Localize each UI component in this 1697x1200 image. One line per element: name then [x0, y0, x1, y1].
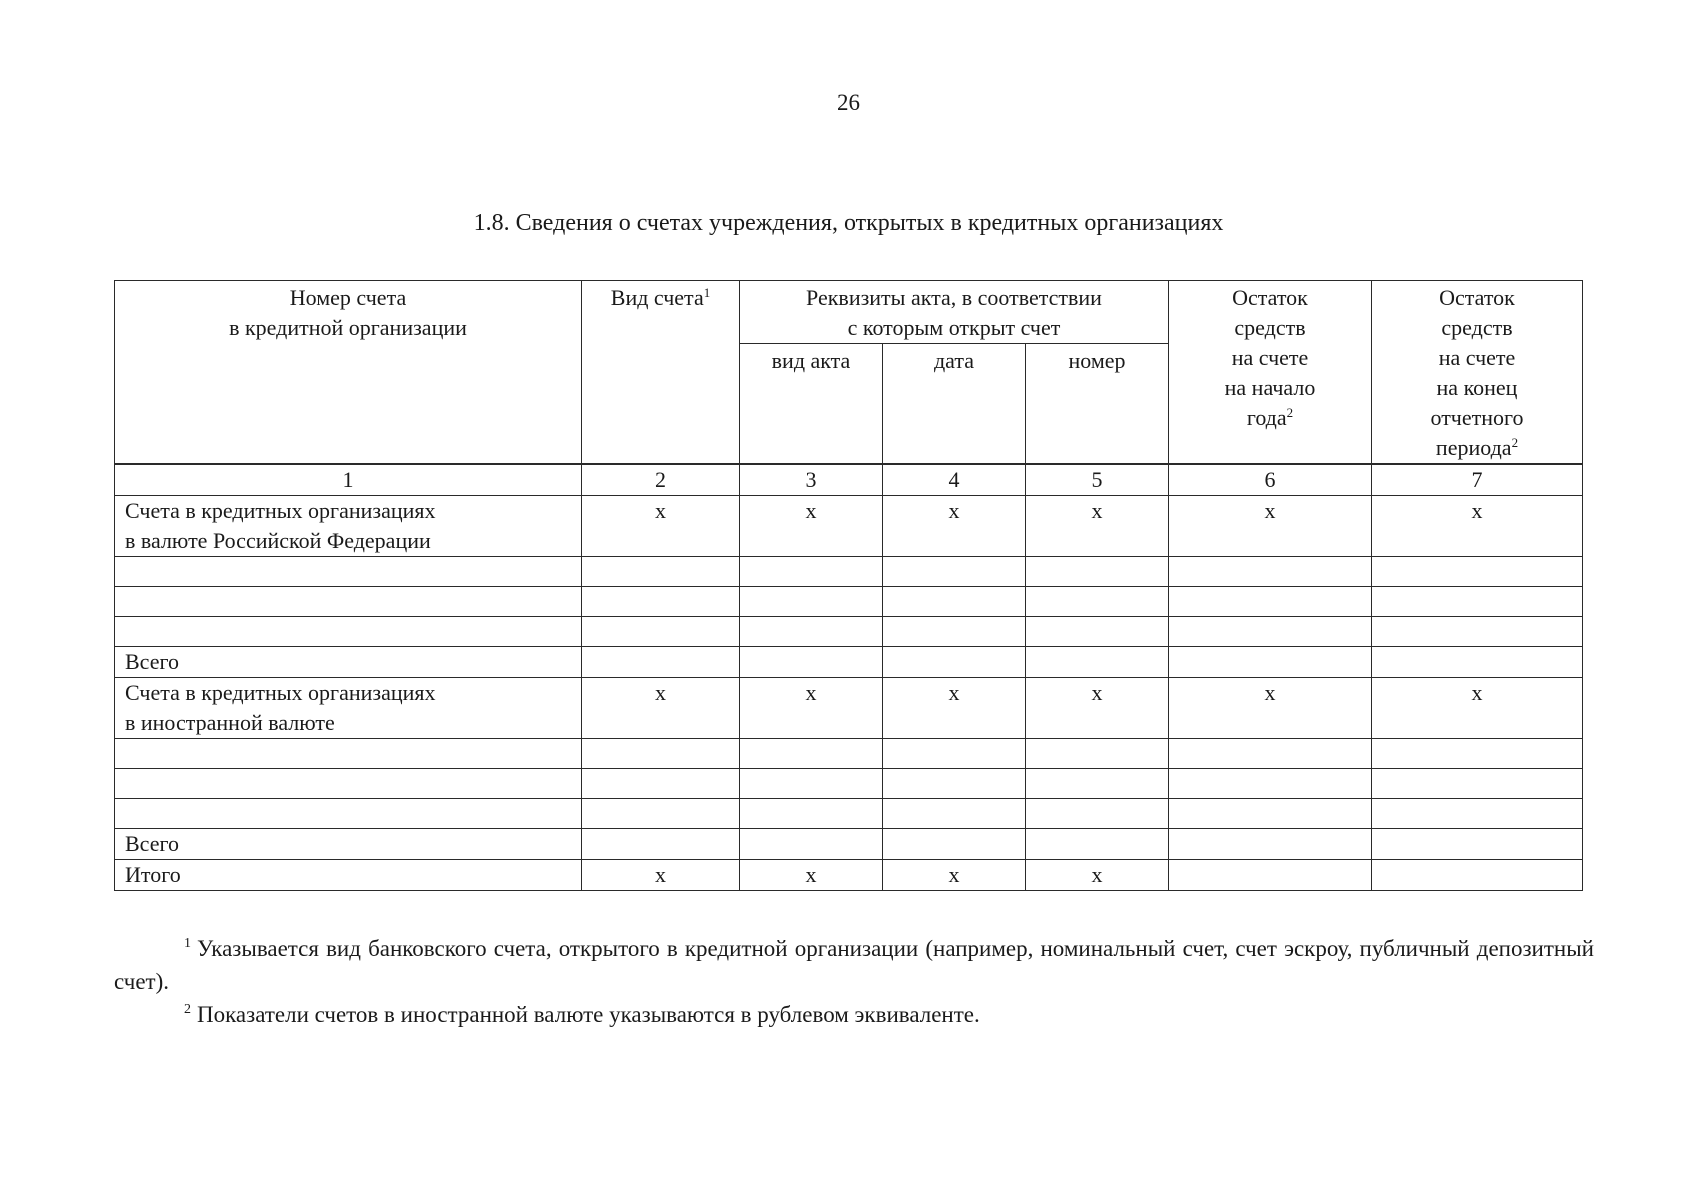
column-number: 7 [1372, 464, 1583, 496]
accounts-table [114, 280, 1583, 891]
table-cell: x [1026, 860, 1169, 891]
column-number: 5 [1026, 464, 1169, 496]
table-row [115, 829, 1583, 860]
header-act-date: дата [883, 344, 1026, 464]
row-label-grand-total: Итого [115, 860, 582, 891]
table-row [115, 496, 1583, 557]
row-label-fx-total: Всего [115, 829, 582, 860]
table-cell: x [740, 678, 883, 739]
table-cell: x [1026, 678, 1169, 739]
header-account-number: Номер счета в кредитной организации [115, 281, 582, 465]
table-row [115, 799, 1583, 829]
row-label-rub-total: Всего [115, 647, 582, 678]
section-title: 1.8. Сведения о счетах учреждения, открытых в кредитных организациях [473, 210, 1224, 236]
column-numbers-row [115, 464, 1583, 496]
table-cell: x [740, 496, 883, 557]
table-cell: x [1169, 496, 1372, 557]
footnote-2: $^2$ Показатели счетов в иностранной валюте указываются в рублевом эквиваленте. [184, 1002, 980, 1027]
header-account-type: Вид счета$^1$ [582, 281, 740, 465]
table-row [115, 769, 1583, 799]
table-cell: x [740, 860, 883, 891]
table-cell: x [1169, 678, 1372, 739]
table-cell: x [582, 496, 740, 557]
table-row [115, 678, 1583, 739]
table-cell: x [582, 860, 740, 891]
table-cell: x [1372, 678, 1583, 739]
header-balance-end: Остаток средств на счете на конец отчетного периода$^2$ [1372, 281, 1583, 465]
header-balance-start: Остаток средств на счете на начало года$^2$ [1169, 281, 1372, 465]
header-act-number: номер [1026, 344, 1169, 464]
column-number: 4 [883, 464, 1026, 496]
table-cell: x [883, 496, 1026, 557]
table-row [115, 587, 1583, 617]
footnote-1: $^1$ Указывается вид банковского счета, открытого в кредитной организации (например, номинальный счет, счет эскроу, публичный депозитный счет). [114, 936, 1594, 994]
table-cell [1372, 860, 1583, 891]
table-cell: x [883, 860, 1026, 891]
header-act-type: вид акта [740, 344, 883, 464]
table-row [115, 617, 1583, 647]
column-number: 6 [1169, 464, 1372, 496]
table-cell: x [1372, 496, 1583, 557]
page-number: 26 [837, 90, 860, 115]
table-row [115, 647, 1583, 678]
footnotes [114, 932, 1594, 1031]
row-label-rub-accounts: Счета в кредитных организациях в валюте Российской Федерации [115, 496, 582, 557]
column-number: 3 [740, 464, 883, 496]
row-label-fx-accounts: Счета в кредитных организациях в иностранной валюте [115, 678, 582, 739]
table-row [115, 860, 1583, 891]
table-row [115, 557, 1583, 587]
table-row [115, 739, 1583, 769]
table-cell [1169, 860, 1372, 891]
table-cell: x [582, 678, 740, 739]
column-number: 1 [115, 464, 582, 496]
column-number: 2 [582, 464, 740, 496]
header-act-details: Реквизиты акта, в соответствии с которым открыт счет [740, 281, 1169, 344]
table-cell: x [1026, 496, 1169, 557]
table-cell: x [883, 678, 1026, 739]
